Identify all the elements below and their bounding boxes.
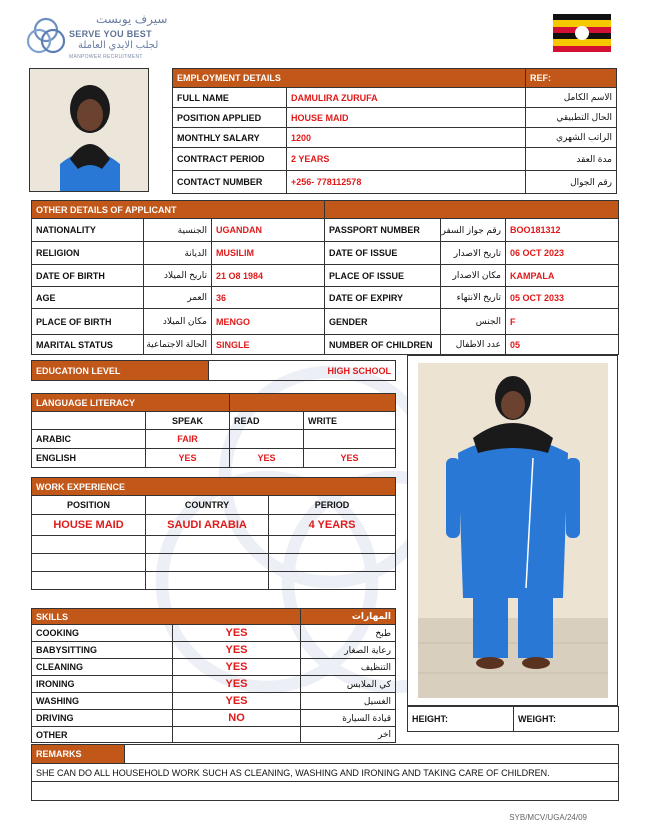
skill-ironing-label: IRONING <box>32 676 173 693</box>
work-country-col-header: COUNTRY <box>146 496 269 515</box>
skill-babysitting-arabic: رعاية الصغار <box>301 642 396 659</box>
logo-rings-icon <box>26 16 66 56</box>
age-label: AGE <box>32 287 144 309</box>
measurements-table <box>407 706 619 732</box>
applicant-full-body-photo <box>418 363 608 698</box>
remarks-text: SHE CAN DO ALL HOUSEHOLD WORK SUCH AS CLEANING, WASHING AND IRONING AND TAKING CARE OF CHILDREN. <box>32 764 619 782</box>
religion-label: RELIGION <box>32 242 144 265</box>
contact-number-label: CONTACT NUMBER <box>173 171 287 194</box>
skills-header: SKILLS <box>32 609 301 625</box>
passport-number-arabic: رقم جواز السفر <box>441 219 506 242</box>
place-of-issue-value: KAMPALA <box>506 265 619 287</box>
work-empty-cell <box>32 554 146 572</box>
remarks-header: REMARKS <box>32 745 125 764</box>
contract-period-value: 2 YEARS <box>287 148 526 171</box>
skill-other-arabic: اخر <box>301 727 396 743</box>
work-empty-cell <box>269 536 396 554</box>
nationality-value: UGANDAN <box>212 219 325 242</box>
language-table <box>31 393 396 468</box>
marital-status-arabic: الحالة الاجتماعية <box>144 335 212 355</box>
skill-washing-label: WASHING <box>32 693 173 710</box>
language-col-blank <box>32 412 146 430</box>
language-header-blank <box>230 394 396 412</box>
skills-header-arabic: المهارات <box>301 609 396 625</box>
skill-cooking-value: YES <box>173 625 301 642</box>
employment-header: EMPLOYMENT DETAILS <box>173 69 526 88</box>
place-of-issue-label: PLACE OF ISSUE <box>325 265 441 287</box>
contract-period-arabic: مدة العقد <box>526 148 617 171</box>
age-arabic: العمر <box>144 287 212 309</box>
speak-col-header: SPEAK <box>146 412 230 430</box>
logo-english-name: SERVE YOU BEST <box>69 29 152 39</box>
skill-driving-value: NO <box>173 710 301 727</box>
contract-period-label: CONTRACT PERIOD <box>173 148 287 171</box>
write-col-header: WRITE <box>304 412 396 430</box>
place-of-birth-arabic: مكان الميلاد <box>144 309 212 335</box>
passport-number-label: PASSPORT NUMBER <box>325 219 441 242</box>
work-header: WORK EXPERIENCE <box>32 478 396 496</box>
skill-cleaning-value: YES <box>173 659 301 676</box>
skill-ironing-arabic: كي الملابس <box>301 676 396 693</box>
monthly-salary-value: 1200 <box>287 128 526 148</box>
arabic-write-value <box>304 430 396 449</box>
position-applied-arabic: الحال التطبيقي <box>526 108 617 128</box>
monthly-salary-arabic: الراتب الشهري <box>526 128 617 148</box>
work-empty-cell <box>269 572 396 590</box>
religion-value: MUSILIM <box>212 242 325 265</box>
number-of-children-value: 05 <box>506 335 619 355</box>
work-empty-cell <box>32 572 146 590</box>
number-of-children-label: NUMBER OF CHILDREN <box>325 335 441 355</box>
employment-details-table <box>172 68 617 194</box>
date-of-expiry-arabic: تاريخ الانتهاء <box>441 287 506 309</box>
education-table <box>31 360 396 381</box>
place-of-issue-arabic: مكان الاصدار <box>441 265 506 287</box>
applicant-header: OTHER DETAILS OF APPLICANT <box>32 201 325 219</box>
work-position-value: HOUSE MAID <box>32 515 146 536</box>
nationality-arabic: الجنسية <box>144 219 212 242</box>
skill-driving-label: DRIVING <box>32 710 173 727</box>
arabic-speak-value: FAIR <box>146 430 230 449</box>
work-position-col-header: POSITION <box>32 496 146 515</box>
remarks-empty-line <box>32 782 619 801</box>
contact-number-value: +256- 778112578 <box>287 171 526 194</box>
place-of-birth-value: MENGO <box>212 309 325 335</box>
gender-value: F <box>506 309 619 335</box>
religion-arabic: الديانة <box>144 242 212 265</box>
nationality-label: NATIONALITY <box>32 219 144 242</box>
marital-status-value: SINGLE <box>212 335 325 355</box>
work-experience-table <box>31 477 396 590</box>
skill-washing-arabic: الغسيل <box>301 693 396 710</box>
skill-ironing-value: YES <box>173 676 301 693</box>
gender-arabic: الجنس <box>441 309 506 335</box>
logo-subtitle: MANPOWER RECRUITMENT <box>69 54 143 60</box>
date-of-expiry-value: 05 OCT 2033 <box>506 287 619 309</box>
applicant-details-table <box>31 200 619 355</box>
monthly-salary-label: MONTHLY SALARY <box>173 128 287 148</box>
uganda-flag-icon <box>553 14 611 52</box>
logo-arabic-name: سيرف يوبست <box>96 12 168 26</box>
skill-other-label: OTHER <box>32 727 173 743</box>
marital-status-label: MARITAL STATUS <box>32 335 144 355</box>
skill-other-value <box>173 727 301 743</box>
work-empty-cell <box>32 536 146 554</box>
education-value: HIGH SCHOOL <box>209 361 396 381</box>
remarks-header-blank <box>125 745 619 764</box>
date-of-birth-value: 21 O8 1984 <box>212 265 325 287</box>
skill-cooking-arabic: طبخ <box>301 625 396 642</box>
date-of-expiry-label: DATE OF EXPIRY <box>325 287 441 309</box>
number-of-children-arabic: عدد الاطفال <box>441 335 506 355</box>
contact-number-arabic: رقم الجوال <box>526 171 617 194</box>
position-applied-value: HOUSE MAID <box>287 108 526 128</box>
skill-washing-value: YES <box>173 693 301 710</box>
work-empty-cell <box>146 536 269 554</box>
gender-label: GENDER <box>325 309 441 335</box>
place-of-birth-label: PLACE OF BIRTH <box>32 309 144 335</box>
language-header: LANGUAGE LITERACY <box>32 394 230 412</box>
position-applied-label: POSITION APPLIED <box>173 108 287 128</box>
date-of-issue-label: DATE OF ISSUE <box>325 242 441 265</box>
date-of-issue-arabic: تاريخ الاصدار <box>441 242 506 265</box>
skill-cleaning-arabic: التنظيف <box>301 659 396 676</box>
weight-label: WEIGHT: <box>514 707 619 732</box>
english-write-value: YES <box>304 449 396 468</box>
work-empty-cell <box>146 554 269 572</box>
arabic-read-value <box>230 430 304 449</box>
applicant-header-blank <box>325 201 619 219</box>
work-country-value: SAUDI ARABIA <box>146 515 269 536</box>
company-logo <box>26 12 186 62</box>
arabic-language-label: ARABIC <box>32 430 146 449</box>
skill-driving-arabic: قيادة السيارة <box>301 710 396 727</box>
work-empty-cell <box>269 554 396 572</box>
remarks-table <box>31 744 619 801</box>
full-body-photo-frame <box>407 355 618 706</box>
document-code: SYB/MCV/UGA/24/09 <box>509 813 587 822</box>
applicant-portrait <box>29 68 149 192</box>
date-of-birth-arabic: تاريخ الميلاد <box>144 265 212 287</box>
full-name-value: DAMULIRA ZURUFA <box>287 88 526 108</box>
education-label: EDUCATION LEVEL <box>32 361 209 381</box>
english-language-label: ENGLISH <box>32 449 146 468</box>
full-name-arabic: الاسم الكامل <box>526 88 617 108</box>
skill-cooking-label: COOKING <box>32 625 173 642</box>
passport-number-value: BOO181312 <box>506 219 619 242</box>
english-speak-value: YES <box>146 449 230 468</box>
read-col-header: READ <box>230 412 304 430</box>
skill-cleaning-label: CLEANING <box>32 659 173 676</box>
date-of-birth-label: DATE OF BIRTH <box>32 265 144 287</box>
work-period-value: 4 YEARS <box>269 515 396 536</box>
age-value: 36 <box>212 287 325 309</box>
height-label: HEIGHT: <box>408 707 514 732</box>
ref-label: REF: <box>526 69 617 88</box>
date-of-issue-value: 06 OCT 2023 <box>506 242 619 265</box>
skill-babysitting-value: YES <box>173 642 301 659</box>
work-period-col-header: PERIOD <box>269 496 396 515</box>
skill-babysitting-label: BABYSITTING <box>32 642 173 659</box>
full-name-label: FULL NAME <box>173 88 287 108</box>
work-empty-cell <box>146 572 269 590</box>
skills-table <box>31 608 396 743</box>
english-read-value: YES <box>230 449 304 468</box>
logo-arabic-tagline: لجلب الايدي العاملة <box>78 40 159 51</box>
